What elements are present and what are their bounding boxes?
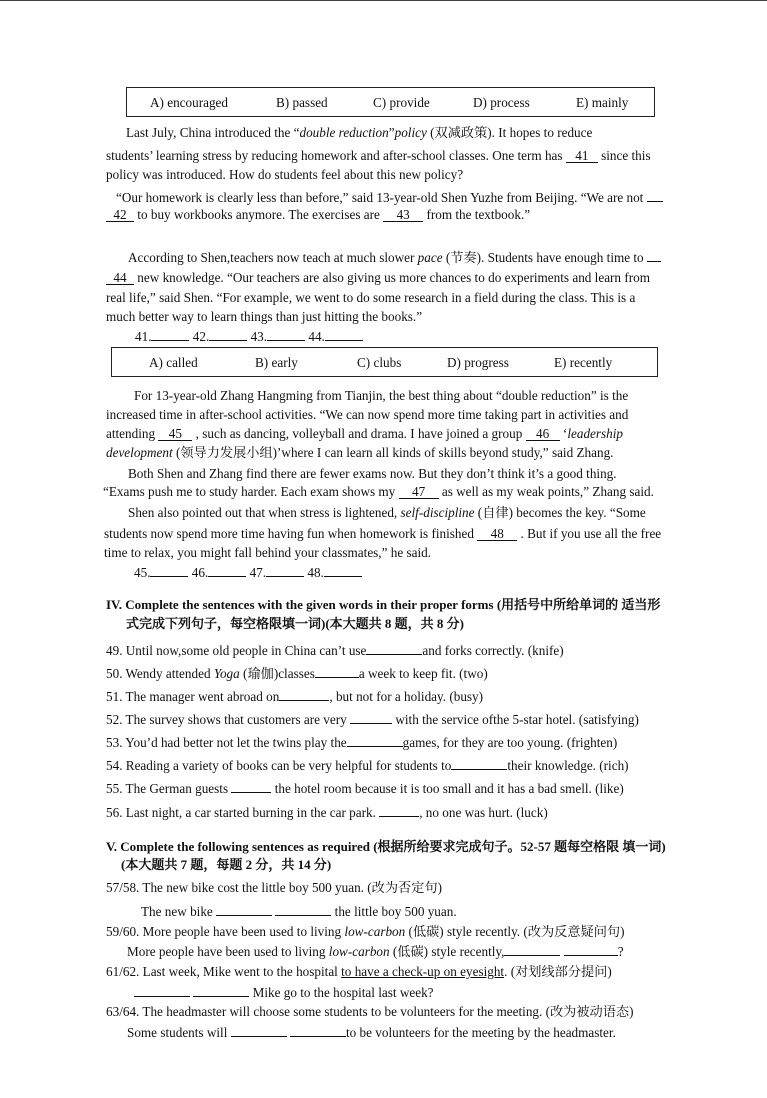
blank-45[interactable]: 45 bbox=[158, 427, 192, 441]
page-top-rule bbox=[0, 0, 767, 1]
word-bank-box-1 bbox=[126, 87, 655, 117]
blank-42[interactable]: 42 bbox=[106, 208, 134, 222]
answer-blank[interactable] bbox=[325, 328, 363, 341]
answer-blank[interactable] bbox=[216, 903, 272, 916]
word-option: D) progress bbox=[447, 355, 509, 370]
word-option: E) recently bbox=[554, 355, 613, 370]
answer-blank[interactable] bbox=[324, 564, 362, 577]
question-57-58-answer: The new bike the little boy 500 yuan. bbox=[141, 904, 457, 919]
answer-blank[interactable] bbox=[347, 734, 403, 747]
answer-blank[interactable] bbox=[366, 642, 422, 655]
blank-47[interactable]: 47 bbox=[399, 485, 439, 499]
passage1-line: students’ learning stress by reducing homework and after-school classes. One term has 41 since this bbox=[106, 148, 651, 163]
word-option: C) provide bbox=[373, 95, 430, 110]
word-option: B) early bbox=[255, 355, 298, 370]
passage2-line: Shen also pointed out that when stress is lightened, self-discipline (自律) becomes the key. “Some bbox=[128, 505, 646, 520]
answer-blank[interactable] bbox=[350, 711, 392, 724]
word-bank-box-2 bbox=[111, 347, 658, 377]
passage2-line: increased time in after-school activities. “We can now spend more time taking part in activities and bbox=[106, 407, 629, 422]
blank-41[interactable]: 41 bbox=[566, 149, 598, 163]
question-61-62: 61/62. Last week, Mike went to the hospital to have a check-up on eyesight. (对划线部分提问) bbox=[106, 964, 612, 979]
answer-blank[interactable] bbox=[451, 757, 507, 770]
word-option: B) passed bbox=[276, 95, 328, 110]
answer-line-2: 45. 46. 47. 48. bbox=[134, 564, 362, 579]
answer-blank[interactable] bbox=[379, 804, 419, 817]
question-52: 52. The survey shows that customers are very with the service ofthe 5-star hotel. (satisfying) bbox=[106, 712, 639, 727]
word-option: A) called bbox=[149, 355, 198, 370]
passage2-line: development (领导力发展小组)’where I can learn all kinds of skills beyond study,” said Zhang. bbox=[106, 445, 614, 460]
passage1-line: 44 new knowledge. “Our teachers are also giving us more chances to do experiments and learn from bbox=[106, 271, 650, 285]
answer-blank[interactable] bbox=[267, 328, 305, 341]
section4-title: IV. Complete the sentences with the given words in their proper forms (用括号中所给单词的 适当形 bbox=[106, 597, 661, 612]
passage1-line: much better way to learn things than just hitting the books.” bbox=[106, 309, 423, 324]
passage2-line: time to relax, you might fall behind your classmates,” he said. bbox=[104, 545, 432, 560]
word-option: A) encouraged bbox=[150, 95, 228, 110]
word-option: D) process bbox=[473, 95, 530, 110]
question-59-60-answer: More people have been used to living low-carbon (低碳) style recently, ? bbox=[127, 944, 624, 959]
answer-blank[interactable] bbox=[193, 984, 249, 997]
question-50: 50. Wendy attended Yoga (瑜伽)classes a week to keep fit. (two) bbox=[106, 666, 488, 681]
question-56: 56. Last night, a car started burning in the car park. , no one was hurt. (luck) bbox=[106, 805, 548, 820]
answer-blank[interactable] bbox=[209, 328, 247, 341]
question-54: 54. Reading a variety of books can be very helpful for students to their knowledge. (rich) bbox=[106, 758, 629, 773]
answer-blank[interactable] bbox=[279, 688, 329, 701]
question-63-64: 63/64. The headmaster will choose some students to be volunteers for the meeting. (改为被动语态) bbox=[106, 1004, 634, 1019]
answer-blank[interactable] bbox=[208, 564, 246, 577]
passage1-line: Last July, China introduced the “double reduction”policy (双减政策). It hopes to reduce bbox=[126, 125, 593, 140]
blank-46[interactable]: 46 bbox=[526, 427, 560, 441]
passage1-line: According to Shen,teachers now teach at much slower pace (节奏). Students have enough time to bbox=[128, 249, 661, 264]
passage1-line: “Our homework is clearly less than before,” said 13-year-old Shen Yuzhe from Beijing. “We are not bbox=[116, 189, 663, 204]
passage2-line: Both Shen and Zhang find there are fewer exams now. But they don’t think it’s a good thing. bbox=[128, 466, 617, 481]
section5-title: V. Complete the following sentences as required (根据所给要求完成句子。52-57 题每空格限 填一词) bbox=[106, 839, 666, 854]
question-49: 49. Until now,some old people in China can’t use and forks correctly. (knife) bbox=[106, 643, 564, 658]
answer-blank[interactable] bbox=[266, 564, 304, 577]
section5-title: (本大题共 7 题，每题 2 分，共 14 分) bbox=[121, 857, 332, 872]
answer-blank[interactable] bbox=[275, 903, 331, 916]
blank-43[interactable]: 43 bbox=[383, 208, 423, 222]
question-53: 53. You’d had better not let the twins play the games, for they are too young. (frighten) bbox=[106, 735, 618, 750]
answer-blank[interactable] bbox=[151, 328, 189, 341]
question-59-60: 59/60. More people have been used to living low-carbon (低碳) style recently. (改为反意疑问句) bbox=[106, 924, 625, 939]
word-option: C) clubs bbox=[357, 355, 402, 370]
answer-blank[interactable] bbox=[564, 943, 618, 956]
question-61-62-answer: Mike go to the hospital last week? bbox=[134, 984, 434, 999]
answer-blank[interactable] bbox=[150, 564, 188, 577]
answer-blank[interactable] bbox=[290, 1024, 346, 1037]
answer-line-1: 41. 42. 43. 44. bbox=[135, 328, 363, 343]
answer-blank[interactable] bbox=[504, 943, 560, 956]
word-option: E) mainly bbox=[576, 95, 629, 110]
passage2-line: For 13-year-old Zhang Hangming from Tianjin, the best thing about “double reduction” is the bbox=[134, 388, 629, 403]
passage1-line: 42 to buy workbooks anymore. The exercises are 43 from the textbook.” bbox=[106, 208, 530, 222]
passage1-line: real life,” said Shen. “For example, we went to do some research in a field during the class. This is a bbox=[106, 290, 636, 305]
passage2-line: “Exams push me to study harder. Each exam shows my 47 as well as my weak points,” Zhang said. bbox=[103, 484, 654, 499]
question-55: 55. The German guests the hotel room because it is too small and it has a bad smell. (like) bbox=[106, 781, 624, 796]
question-57-58: 57/58. The new bike cost the little boy 500 yuan. (改为否定句) bbox=[106, 880, 442, 895]
question-63-64-answer: Some students will to be volunteers for the meeting by the headmaster. bbox=[127, 1025, 616, 1040]
blank-48[interactable]: 48 bbox=[477, 527, 517, 541]
answer-blank[interactable] bbox=[315, 665, 359, 678]
answer-blank[interactable] bbox=[231, 1024, 287, 1037]
passage2-line: students now spend more time having fun when homework is finished 48 . But if you use all the free bbox=[104, 526, 662, 541]
answer-blank[interactable] bbox=[134, 984, 190, 997]
blank-44[interactable]: 44 bbox=[106, 271, 134, 285]
section4-title: 式完成下列句子，每空格限填一词)(本大题共 8 题，共 8 分) bbox=[126, 616, 464, 631]
question-51: 51. The manager went abroad on , but not for a holiday. (busy) bbox=[106, 689, 484, 704]
passage1-line: policy was introduced. How do students feel about this new policy? bbox=[106, 167, 464, 182]
answer-blank[interactable] bbox=[231, 780, 271, 793]
passage2-line: attending 45 , such as dancing, volleyball and drama. I have joined a group 46 ‘leadership bbox=[106, 426, 624, 441]
